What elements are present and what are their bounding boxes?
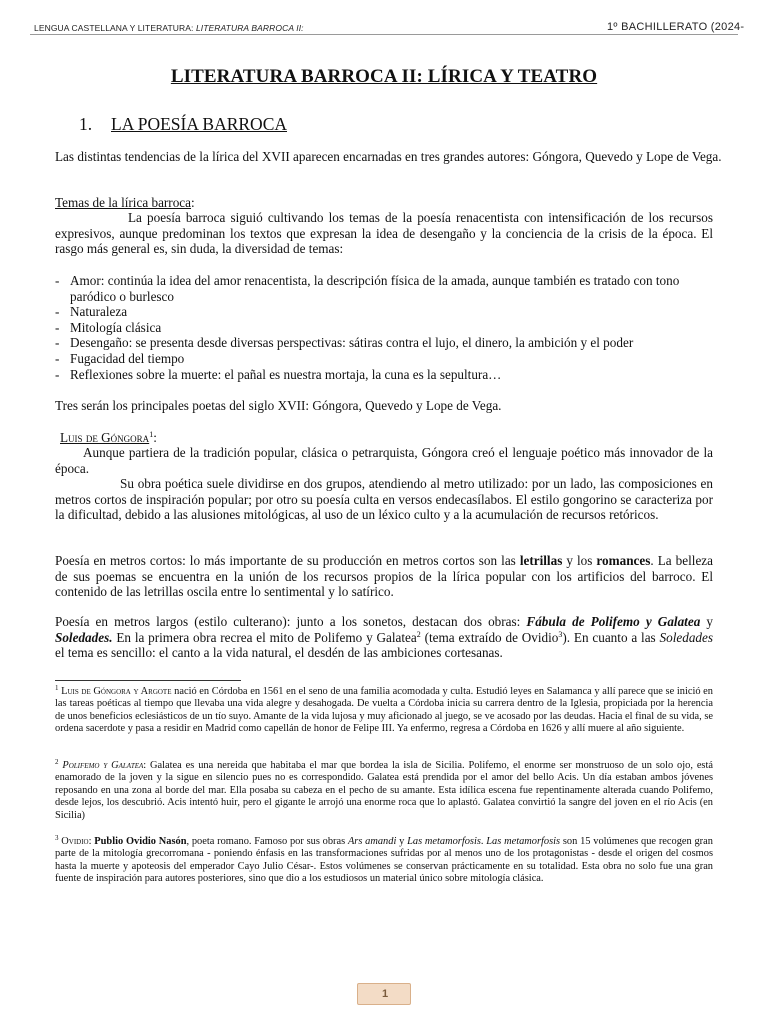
section-number: 1. <box>79 114 93 134</box>
list-item: - Naturaleza <box>55 304 713 320</box>
metros-largos-paragraph <box>55 614 713 661</box>
footnote-2 <box>55 760 713 822</box>
footnote-number: 2 <box>55 758 59 766</box>
tres-poetas-after: : Góngora, Quevedo y Lope de Vega. <box>305 398 502 413</box>
footnote-3 <box>55 836 713 886</box>
footnote-text: , poeta romano. Famoso por sus obras <box>186 836 348 847</box>
footnote-bold-name: Publio Ovidio Nasón <box>94 836 187 847</box>
temas-heading <box>55 195 713 211</box>
running-header <box>0 0 768 36</box>
footnote-number: 3 <box>55 834 59 842</box>
cortos-text: . La belleza de sus poemas se encuentra en la unión de los recursos propios de la lírica popular con los artificios del barroco. El contenido de las letrillas oscila entre lo sentimental y lo satírico. <box>55 553 713 600</box>
page-number: 1 <box>381 988 389 1000</box>
header-level: 1º BACHILLERATO (2024- <box>607 21 745 33</box>
footnote-label: Polifemo y Galatea <box>62 760 144 771</box>
largos-text: (tema extraído de Ovidio <box>420 629 559 645</box>
temas-heading-colon: : <box>191 195 195 210</box>
list-item: - Amor: continúa la idea del amor renacentista, la descripción física de la amada, aunque también es tratado con tono paródico o burlesco <box>55 273 713 304</box>
footnote-colon: : <box>88 836 95 847</box>
letrillas-term: letrillas <box>519 553 563 568</box>
century-label: XVII <box>277 398 306 413</box>
list-item: - Fugacidad del tiempo <box>55 351 713 367</box>
footnote-text: : Galatea es una nereida que habitaba el mar que bordea la isla de Sicilia. Polifemo, el enorme ser monstruoso de un solo ojo, está enamorado de la joven y la sigue en silencio pues no es correspondido. Galatea está prendida por el amor del bello Acis. Un día estaban ambos jóvenes reposando en una zona al borde del mar. Ella posaba su cabeza en el pecho de su amante. Esta idílica escena fue repentinamente alterada cuando Polifemo, desde lejos, los descubrió. Acis intentó huir, pero el gigante le arrojó una enorme roca que lo aplastó. Galatea convirtió la sangre del joven en el río Acis (en Sicilia) <box>55 760 713 821</box>
footnote-work-title: Ars amandi <box>347 836 397 847</box>
footnote-label: Ovidio <box>61 836 89 847</box>
largos-text: ). En cuanto a las <box>562 629 660 645</box>
gongora-heading-text: Luis de Góngora <box>60 430 150 445</box>
section-heading <box>79 114 287 135</box>
list-item: - Mitología clásica <box>55 320 713 336</box>
footnote-label: Luis de Góngora y Argote <box>61 686 172 697</box>
footnote-text: . <box>480 836 487 847</box>
tres-poetas-paragraph <box>55 398 713 414</box>
intro-paragraph: Las distintas tendencias de la lírica del XVII aparecen encarnadas en tres grandes autores: Góngora, Quevedo y Lope de Vega. <box>55 149 722 164</box>
metros-cortos-paragraph <box>55 553 713 600</box>
footnote-text: son 15 volúmenes que recogen gran parte de la mitología grecorromana - poniendo énfasis en las transformaciones sufridas por al menos uno de los protagonistas - desde el origen del cosmos hasta la muerte y apoteosis del emperador Cayo Julio César-. Estos volúmenes se conservan prácticamente en su totalidad. Esta obra no solo fue una gran fuente de inspiración para autores posteriores, sino que dio a los estudiosos un material único sobre mitología clásica. <box>55 836 713 885</box>
temas-heading-text: Temas de la lírica barroca <box>55 195 192 210</box>
footnote-work-title: Las metamorfosis <box>486 836 561 847</box>
header-course-title <box>34 23 304 33</box>
footnote-number: 1 <box>55 684 59 692</box>
gongora-heading-colon: : <box>153 430 157 445</box>
footnote-ref-2[interactable]: 2 <box>416 629 421 639</box>
largos-text: Poesía en metros largos (estilo culterano): junto a los sonetos, destacan dos obras: <box>55 614 527 629</box>
footnote-1 <box>55 686 713 736</box>
footnote-text: nació en Córdoba en 1561 en el seno de una familia acomodada y culta. Estudió leyes en Salamanca y allí parece que se inició en las tareas poéticas al tiempo que llevaba una vida alegre y desahogada. De vuelta a Córdoba inicia su carrera dentro de la Iglesia, propiciada por la herencia de unos beneficios eclesiásticos de un tío suyo. Amante de la vida lujosa y muy aficionado al juego, se ve acosado por las deudas. Hacia el final de su vida, se ordena sacerdote y pasa a residir en Madrid como capellán de honor de Felipe III. Ya enfermo, regresa a Córdoba en 1626 y allí muere al año siguiente. <box>55 686 713 735</box>
cortos-text: y los <box>562 553 597 568</box>
list-item: - Desengaño: se presenta desde diversas perspectivas: sátiras contra el lujo, el dinero, la ambición y el poder <box>55 335 713 351</box>
romances-term: romances <box>596 553 651 568</box>
temas-list <box>55 273 713 382</box>
list-item: - Reflexiones sobre la muerte: el pañal es nuestra mortaja, la cuna es la sepultura… <box>55 367 713 383</box>
largos-text: el tema es sencillo: el canto a la vida natural, el desdén de las ambiciones cortesanas. <box>55 645 503 661</box>
soledades-italic: Soledades <box>659 629 713 645</box>
polifemo-title: Fábula de Polifemo y Galatea <box>526 614 701 629</box>
header-divider <box>30 34 738 35</box>
temas-paragraph: La poesía barroca siguió cultivando los temas de la poesía renacentista con intensificación de los recursos expresivos, aunque predominan los textos que expresan la idea de desengaño y la conciencia de la crisis de la época. El rasgo más general es, sin duda, la diversidad de temas: <box>55 210 713 257</box>
gongora-heading <box>60 430 718 446</box>
section-label: LA POESÍA BARROCA <box>111 114 288 134</box>
footnote-work-title: Las metamorfosis <box>407 836 481 847</box>
document-title: LITERATURA BARROCA II: LÍRICA Y TEATRO <box>170 66 598 87</box>
footnote-ref-3[interactable]: 3 <box>558 629 563 639</box>
header-unit: LITERATURA BARROCA II: <box>195 23 304 33</box>
footnote-ref-1[interactable]: 1 <box>149 430 154 439</box>
gongora-paragraph-1: Aunque partiera de la tradición popular, clásica o petrarquista, Góngora creó el lenguaje poético más innovador de la época. <box>55 445 713 476</box>
tres-poetas-before: Tres serán los principales poetas del siglo <box>55 398 278 413</box>
largos-text: y <box>700 614 713 629</box>
footnote-text: y <box>396 836 408 847</box>
soledades-title: Soledades. <box>55 629 113 645</box>
cortos-text: Poesía en metros cortos: lo más importante de su producción en metros cortos son las <box>55 553 520 568</box>
footnote-separator <box>55 680 241 681</box>
gongora-paragraph-2: Su obra poética suele dividirse en dos grupos, atendiendo al metro utilizado: por un lado, las composiciones en metros cortos de inspiración popular; por otro su poesía culta en versos endecasílabos. El estilo gongorino se caracteriza por la dificultad, debido a las alusiones mitológicas, al uso de un léxico culto y a la acumulación de recursos retóricos. <box>55 476 713 523</box>
header-subject: LENGUA CASTELLANA Y LITERATURA: <box>34 23 196 33</box>
page-number-badge <box>357 983 411 1005</box>
largos-text: En la primera obra recrea el mito de Polifemo y Galatea <box>112 629 417 645</box>
